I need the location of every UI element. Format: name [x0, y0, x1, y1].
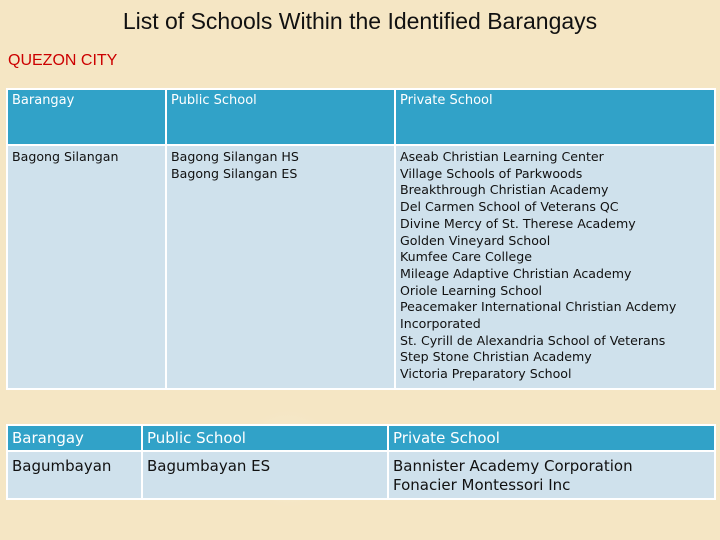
private-school-item: Golden Vineyard School — [400, 232, 551, 248]
public-schools-cell — [142, 451, 388, 499]
schools-table-bagong-silangan — [6, 88, 716, 390]
table-row — [7, 451, 715, 499]
public-school-item: Bagong Silangan HS — [171, 149, 299, 164]
table-header-row — [7, 89, 715, 145]
header-private-school: Private School — [388, 425, 715, 451]
page-title: List of Schools Within the Identified Barangays — [122, 8, 598, 34]
barangay-cell: Bagumbayan — [7, 451, 142, 499]
private-school-item: Breakthrough Christian Academy — [400, 182, 609, 198]
private-school-item: St. Cyrill de Alexandria School of Veterans — [400, 332, 666, 348]
private-school-item: Victoria Preparatory School — [400, 366, 572, 382]
private-school-item: Divine Mercy of St. Therese Academy — [400, 215, 636, 231]
private-schools-cell — [395, 145, 715, 389]
table-row — [7, 145, 715, 389]
schools-table-bagumbayan — [6, 424, 716, 500]
private-school-item: Village Schools of Parkwoods — [400, 165, 583, 181]
private-school-item: Kumfee Care College — [400, 249, 532, 265]
public-school-item: Bagong Silangan ES — [171, 165, 298, 181]
header-public-school: Public School — [166, 89, 395, 145]
header-barangay: Barangay — [7, 425, 142, 451]
table-header-row — [7, 425, 715, 451]
private-school-item: Oriole Learning School — [400, 282, 543, 298]
private-school-item: Step Stone Christian Academy — [400, 349, 592, 365]
private-school-item: Fonacier Montessori Inc — [393, 476, 571, 494]
barangay-cell: Bagong Silangan — [7, 145, 166, 389]
private-school-item: Incorporated — [400, 316, 481, 332]
private-school-item: Peacemaker International Christian Acdemy — [400, 299, 677, 315]
header-public-school: Public School — [142, 425, 388, 451]
private-school-item: Mileage Adaptive Christian Academy — [400, 265, 632, 281]
private-school-item: Aseab Christian Learning Center — [400, 149, 604, 164]
private-school-item: Del Carmen School of Veterans QC — [400, 199, 619, 215]
private-schools-cell — [388, 451, 715, 499]
header-barangay: Barangay — [7, 89, 166, 145]
header-private-school: Private School — [395, 89, 715, 145]
city-label: QUEZON CITY — [8, 52, 118, 69]
public-schools-cell — [166, 145, 395, 389]
private-school-item: Bannister Academy Corporation — [393, 457, 633, 475]
public-school-item: Bagumbayan ES — [147, 457, 271, 475]
